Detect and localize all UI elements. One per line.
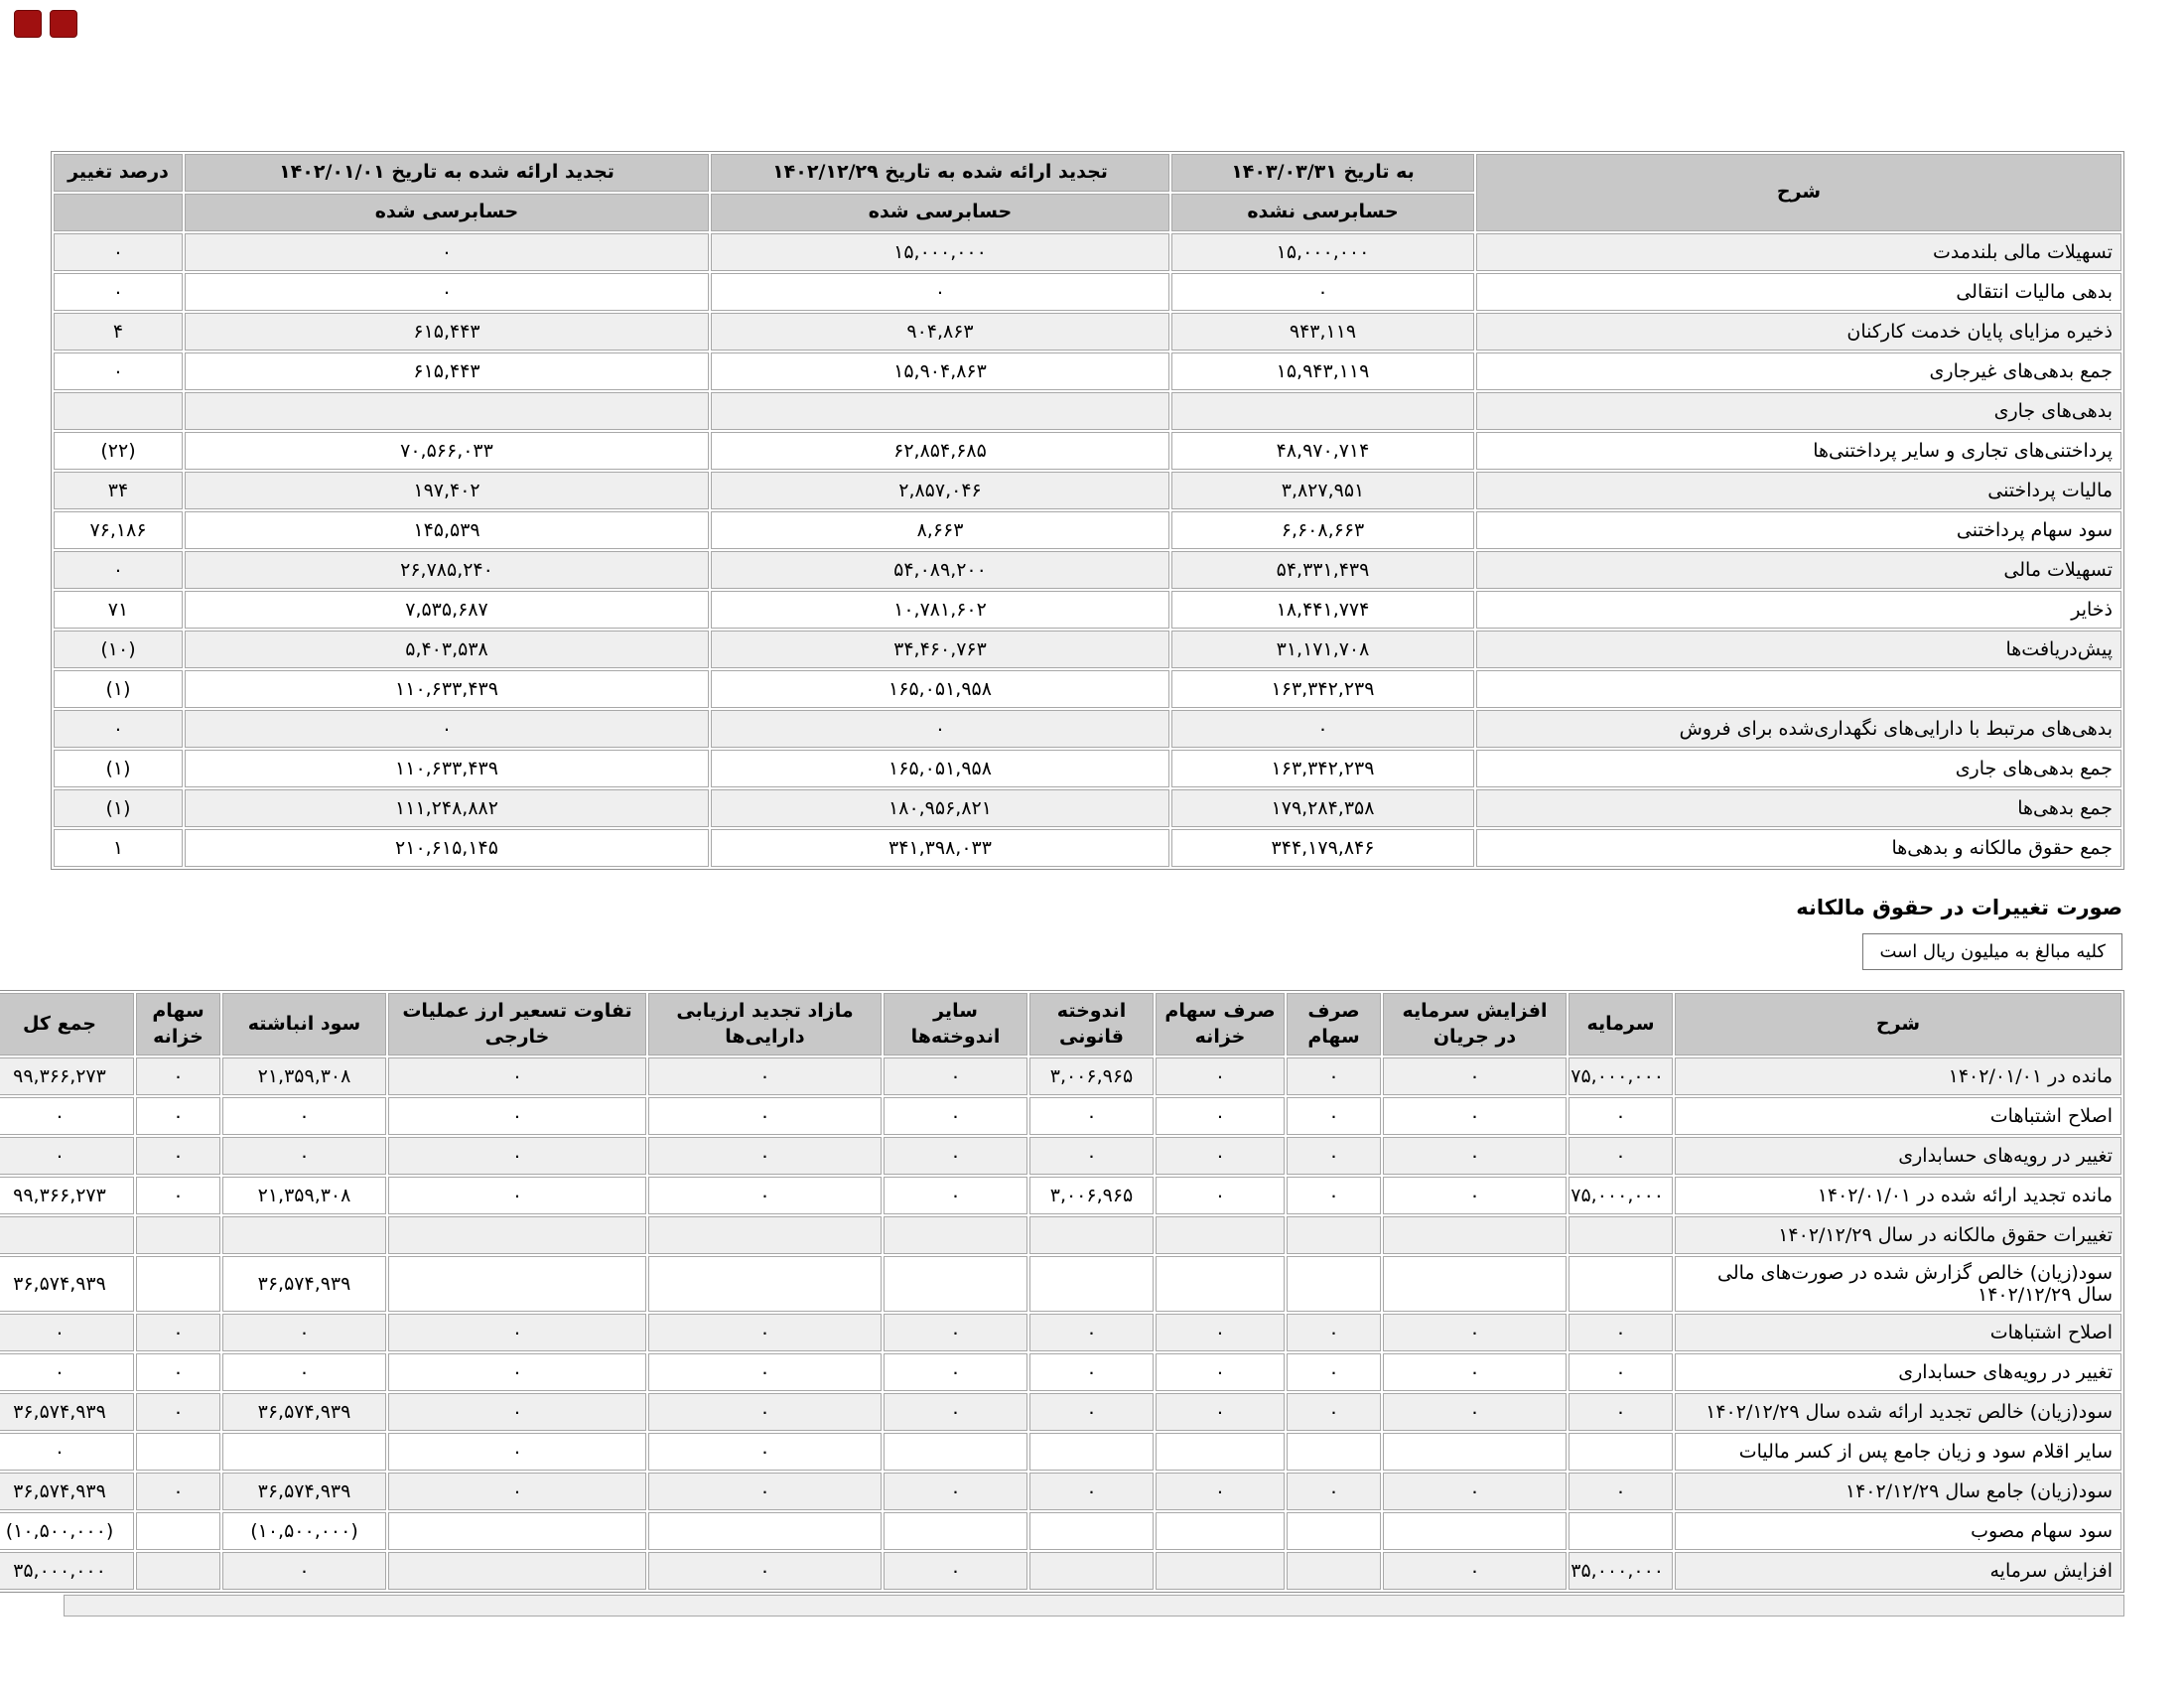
value-total: ۰	[0, 1433, 134, 1471]
equity-row-11	[0, 1473, 2121, 1510]
value-restated-open: ۵,۴۰۳,۵۳۸	[185, 631, 709, 668]
value-treasury-shares: ۰	[136, 1393, 220, 1431]
equity-row-7	[0, 1314, 2121, 1351]
row-label: سود(زیان) خالص گزارش شده در صورت‌های مالی سال ۱۴۰۲/۱۲/۲۹	[1675, 1256, 2121, 1312]
value-percent-change: ۷۶,۱۸۶	[54, 511, 183, 549]
row-label: سود(زیان) خالص تجدید ارائه شده سال ۱۴۰۲/۱۲/۲۹	[1675, 1393, 2121, 1431]
value-restated-open	[185, 392, 709, 430]
partial-row-fragment	[64, 1595, 2124, 1617]
value-percent-change: (۱)	[54, 670, 183, 708]
value-share-premium: ۰	[1287, 1097, 1381, 1135]
value-current: ۱۸,۴۴۱,۷۷۴	[1171, 591, 1474, 629]
value-share-premium: ۰	[1287, 1353, 1381, 1391]
value-percent-change: (۲۲)	[54, 432, 183, 470]
value-total: ۳۶,۵۷۴,۹۳۹	[0, 1256, 134, 1312]
row-label: سود(زیان) جامع سال ۱۴۰۲/۱۲/۲۹	[1675, 1473, 2121, 1510]
value-other-reserves	[884, 1433, 1027, 1471]
value-restated-open: ۲۶,۷۸۵,۲۴۰	[185, 551, 709, 589]
value-total: ۳۶,۵۷۴,۹۳۹	[0, 1393, 134, 1431]
value-retained-earnings: ۳۶,۵۷۴,۹۳۹	[222, 1256, 386, 1312]
value-total: ۰	[0, 1137, 134, 1175]
value-percent-change: ۰	[54, 710, 183, 748]
equity-row-8	[0, 1353, 2121, 1391]
equity-row-12	[0, 1512, 2121, 1550]
value-total: ۰	[0, 1353, 134, 1391]
column-subheader-audited-2: حسابرسی شده	[185, 194, 709, 231]
value-total: ۹۹,۳۶۶,۲۷۳	[0, 1177, 134, 1214]
liabilities-row-10	[54, 591, 2121, 629]
value-capital: ۰	[1569, 1473, 1673, 1510]
column-subheader-audited-1: حسابرسی شده	[711, 194, 1169, 231]
value-total	[0, 1216, 134, 1254]
value-percent-change: ۰	[54, 352, 183, 390]
column-header-capital: سرمایه	[1569, 993, 1673, 1055]
value-capital: ۰	[1569, 1314, 1673, 1351]
value-legal-reserve: ۰	[1029, 1473, 1154, 1510]
value-restated-open: ۰	[185, 710, 709, 748]
value-restated-yearend: ۳۴,۴۶۰,۷۶۳	[711, 631, 1169, 668]
value-retained-earnings: ۰	[222, 1137, 386, 1175]
value-current: ۱۶۳,۳۴۲,۲۳۹	[1171, 750, 1474, 787]
value-restated-open: ۶۱۵,۴۴۳	[185, 352, 709, 390]
column-header-total: جمع کل	[0, 993, 134, 1055]
column-header-capital-increase-in-progress: افزایش سرمایه در جریان	[1383, 993, 1567, 1055]
equity-changes-table	[0, 990, 2124, 1593]
column-header-percent-change: درصد تغییر	[54, 154, 183, 192]
value-retained-earnings: ۳۶,۵۷۴,۹۳۹	[222, 1393, 386, 1431]
value-percent-change: (۱۰)	[54, 631, 183, 668]
value-percent-change: ۳۴	[54, 472, 183, 509]
value-legal-reserve	[1029, 1433, 1154, 1471]
value-percent-change: ۴	[54, 313, 183, 351]
liabilities-row-7	[54, 472, 2121, 509]
value-legal-reserve: ۰	[1029, 1137, 1154, 1175]
value-current: ۳,۸۲۷,۹۵۱	[1171, 472, 1474, 509]
value-fx-translation-diff	[388, 1552, 646, 1590]
value-percent-change: ۱	[54, 829, 183, 867]
value-percent-change: (۱)	[54, 789, 183, 827]
value-restated-open: ۱۱۱,۲۴۸,۸۸۲	[185, 789, 709, 827]
value-restated-yearend: ۳۴۱,۳۹۸,۰۳۳	[711, 829, 1169, 867]
value-retained-earnings	[222, 1433, 386, 1471]
value-fx-translation-diff	[388, 1216, 646, 1254]
value-capital-increase-in-progress: ۰	[1383, 1393, 1567, 1431]
value-treasury-shares: ۰	[136, 1097, 220, 1135]
column-header-revaluation-surplus: مازاد تجدید ارزیابی دارایی‌ها	[648, 993, 882, 1055]
value-fx-translation-diff	[388, 1256, 646, 1312]
value-current: ۱۵,۰۰۰,۰۰۰	[1171, 233, 1474, 271]
value-treasury-share-premium	[1156, 1552, 1285, 1590]
value-capital-increase-in-progress: ۰	[1383, 1137, 1567, 1175]
value-percent-change: ۷۱	[54, 591, 183, 629]
value-retained-earnings: ۳۶,۵۷۴,۹۳۹	[222, 1473, 386, 1510]
value-treasury-shares: ۰	[136, 1177, 220, 1214]
value-current	[1171, 392, 1474, 430]
value-percent-change	[54, 392, 183, 430]
value-share-premium	[1287, 1433, 1381, 1471]
row-label: تسهیلات مالی بلندمدت	[1476, 233, 2121, 271]
equity-row-6	[0, 1256, 2121, 1312]
value-capital-increase-in-progress	[1383, 1433, 1567, 1471]
value-revaluation-surplus: ۰	[648, 1177, 882, 1214]
value-current: ۶,۶۰۸,۶۶۳	[1171, 511, 1474, 549]
value-fx-translation-diff: ۰	[388, 1433, 646, 1471]
value-treasury-shares: ۰	[136, 1353, 220, 1391]
value-share-premium: ۰	[1287, 1314, 1381, 1351]
value-other-reserves: ۰	[884, 1552, 1027, 1590]
value-percent-change: (۱)	[54, 750, 183, 787]
row-label: جمع بدهی‌های غیرجاری	[1476, 352, 2121, 390]
value-revaluation-surplus: ۰	[648, 1353, 882, 1391]
value-treasury-share-premium: ۰	[1156, 1137, 1285, 1175]
column-header-legal-reserve: اندوخته قانونی	[1029, 993, 1154, 1055]
value-other-reserves: ۰	[884, 1057, 1027, 1095]
row-label: ذخیره مزایای پایان خدمت کارکنان	[1476, 313, 2121, 351]
column-header-restated-open-date: تجدید ارائه شده به تاریخ ۱۴۰۲/۰۱/۰۱	[185, 154, 709, 192]
equity-row-2	[0, 1097, 2121, 1135]
value-share-premium: ۰	[1287, 1177, 1381, 1214]
row-label: مانده در ۱۴۰۲/۰۱/۰۱	[1675, 1057, 2121, 1095]
liabilities-row-5	[54, 392, 2121, 430]
value-restated-yearend: ۱۶۵,۰۵۱,۹۵۸	[711, 750, 1169, 787]
value-restated-open: ۷۰,۵۶۶,۰۳۳	[185, 432, 709, 470]
value-fx-translation-diff: ۰	[388, 1137, 646, 1175]
row-label: تغییر در رویه‌های حسابداری	[1675, 1353, 2121, 1391]
value-fx-translation-diff: ۰	[388, 1473, 646, 1510]
value-capital-increase-in-progress: ۰	[1383, 1353, 1567, 1391]
value-percent-change: ۰	[54, 233, 183, 271]
value-treasury-shares: ۰	[136, 1057, 220, 1095]
value-other-reserves	[884, 1216, 1027, 1254]
row-label	[1476, 670, 2121, 708]
value-capital-increase-in-progress: ۰	[1383, 1314, 1567, 1351]
liabilities-row-8	[54, 511, 2121, 549]
page-content	[5, 151, 2124, 1617]
value-restated-yearend: ۸,۶۶۳	[711, 511, 1169, 549]
value-legal-reserve	[1029, 1512, 1154, 1550]
value-share-premium: ۰	[1287, 1057, 1381, 1095]
value-capital-increase-in-progress: ۰	[1383, 1057, 1567, 1095]
value-current: ۱۵,۹۴۳,۱۱۹	[1171, 352, 1474, 390]
liabilities-row-11	[54, 631, 2121, 668]
value-retained-earnings: ۲۱,۳۵۹,۳۰۸	[222, 1177, 386, 1214]
value-legal-reserve: ۰	[1029, 1314, 1154, 1351]
column-header-description: شرح	[1476, 154, 2121, 231]
row-label: جمع حقوق مالکانه و بدهی‌ها	[1476, 829, 2121, 867]
value-treasury-shares: ۰	[136, 1473, 220, 1510]
equity-row-13	[0, 1552, 2121, 1590]
value-capital	[1569, 1216, 1673, 1254]
value-treasury-share-premium: ۰	[1156, 1393, 1285, 1431]
value-current: ۴۸,۹۷۰,۷۱۴	[1171, 432, 1474, 470]
value-share-premium: ۰	[1287, 1393, 1381, 1431]
value-treasury-shares	[136, 1216, 220, 1254]
value-other-reserves: ۰	[884, 1314, 1027, 1351]
value-treasury-share-premium	[1156, 1256, 1285, 1312]
value-capital-increase-in-progress	[1383, 1512, 1567, 1550]
row-label: تغییر در رویه‌های حسابداری	[1675, 1137, 2121, 1175]
value-treasury-shares: ۰	[136, 1314, 220, 1351]
liabilities-row-13	[54, 710, 2121, 748]
value-share-premium	[1287, 1256, 1381, 1312]
value-fx-translation-diff: ۰	[388, 1393, 646, 1431]
value-legal-reserve	[1029, 1216, 1154, 1254]
liabilities-row-16	[54, 829, 2121, 867]
value-current: ۳۱,۱۷۱,۷۰۸	[1171, 631, 1474, 668]
value-total: ۳۶,۵۷۴,۹۳۹	[0, 1473, 134, 1510]
value-other-reserves	[884, 1256, 1027, 1312]
value-other-reserves: ۰	[884, 1177, 1027, 1214]
value-capital: ۰	[1569, 1097, 1673, 1135]
value-fx-translation-diff: ۰	[388, 1353, 646, 1391]
liabilities-row-15	[54, 789, 2121, 827]
liabilities-table	[51, 151, 2124, 870]
value-legal-reserve	[1029, 1552, 1154, 1590]
value-revaluation-surplus	[648, 1512, 882, 1550]
value-total: ۰	[0, 1314, 134, 1351]
value-treasury-share-premium: ۰	[1156, 1314, 1285, 1351]
value-capital-increase-in-progress: ۰	[1383, 1177, 1567, 1214]
liabilities-row-12	[54, 670, 2121, 708]
value-capital	[1569, 1512, 1673, 1550]
row-label: جمع بدهی‌ها	[1476, 789, 2121, 827]
row-label: تغییرات حقوق مالکانه در سال ۱۴۰۲/۱۲/۲۹	[1675, 1216, 2121, 1254]
value-total: ۹۹,۳۶۶,۲۷۳	[0, 1057, 134, 1095]
value-restated-yearend: ۰	[711, 710, 1169, 748]
value-restated-open: ۱۹۷,۴۰۲	[185, 472, 709, 509]
liabilities-row-4	[54, 352, 2121, 390]
value-capital: ۳۵,۰۰۰,۰۰۰	[1569, 1552, 1673, 1590]
value-capital-increase-in-progress	[1383, 1216, 1567, 1254]
value-restated-yearend: ۵۴,۰۸۹,۲۰۰	[711, 551, 1169, 589]
value-retained-earnings	[222, 1216, 386, 1254]
equity-row-10	[0, 1433, 2121, 1471]
value-current: ۰	[1171, 273, 1474, 311]
value-share-premium: ۰	[1287, 1473, 1381, 1510]
value-treasury-share-premium	[1156, 1512, 1285, 1550]
value-revaluation-surplus: ۰	[648, 1393, 882, 1431]
column-header-description: شرح	[1675, 993, 2121, 1055]
value-percent-change: ۰	[54, 551, 183, 589]
value-legal-reserve: ۰	[1029, 1353, 1154, 1391]
value-fx-translation-diff: ۰	[388, 1314, 646, 1351]
value-treasury-share-premium: ۰	[1156, 1177, 1285, 1214]
value-retained-earnings: ۲۱,۳۵۹,۳۰۸	[222, 1057, 386, 1095]
value-share-premium	[1287, 1512, 1381, 1550]
value-revaluation-surplus: ۰	[648, 1137, 882, 1175]
row-label: مانده تجدید ارائه شده در ۱۴۰۲/۰۱/۰۱	[1675, 1177, 2121, 1214]
value-other-reserves: ۰	[884, 1353, 1027, 1391]
value-total: ۰	[0, 1097, 134, 1135]
liabilities-row-6	[54, 432, 2121, 470]
value-treasury-shares	[136, 1433, 220, 1471]
value-treasury-shares: ۰	[136, 1137, 220, 1175]
equity-row-4	[0, 1177, 2121, 1214]
liabilities-row-9	[54, 551, 2121, 589]
column-subheader-unaudited: حسابرسی نشده	[1171, 194, 1474, 231]
value-restated-yearend: ۶۲,۸۵۴,۶۸۵	[711, 432, 1169, 470]
value-restated-yearend: ۲,۸۵۷,۰۴۶	[711, 472, 1169, 509]
value-capital-increase-in-progress	[1383, 1256, 1567, 1312]
row-label: پرداختنی‌های تجاری و سایر پرداختنی‌ها	[1476, 432, 2121, 470]
value-other-reserves	[884, 1512, 1027, 1550]
value-treasury-share-premium: ۰	[1156, 1057, 1285, 1095]
value-restated-yearend: ۱۸۰,۹۵۶,۸۲۱	[711, 789, 1169, 827]
value-percent-change: ۰	[54, 273, 183, 311]
equity-row-3	[0, 1137, 2121, 1175]
column-header-treasury-share-premium: صرف سهام خزانه	[1156, 993, 1285, 1055]
value-revaluation-surplus	[648, 1216, 882, 1254]
value-restated-yearend: ۱۶۵,۰۵۱,۹۵۸	[711, 670, 1169, 708]
value-legal-reserve: ۰	[1029, 1393, 1154, 1431]
column-subheader-percent-empty	[54, 194, 183, 231]
section-title-equity-changes: صورت تغییرات در حقوق مالکانه	[1796, 896, 2122, 919]
row-label: مالیات پرداختنی	[1476, 472, 2121, 509]
liabilities-row-2	[54, 273, 2121, 311]
value-fx-translation-diff: ۰	[388, 1097, 646, 1135]
value-legal-reserve: ۰	[1029, 1097, 1154, 1135]
value-capital: ۷۵,۰۰۰,۰۰۰	[1569, 1177, 1673, 1214]
value-retained-earnings: ۰	[222, 1314, 386, 1351]
row-label: افزایش سرمایه	[1675, 1552, 2121, 1590]
value-retained-earnings: (۱۰,۵۰۰,۰۰۰)	[222, 1512, 386, 1550]
row-label: پیش‌دریافت‌ها	[1476, 631, 2121, 668]
unit-note-box: کلیه مبالغ به میلیون ریال است	[1862, 933, 2122, 970]
value-legal-reserve: ۳,۰۰۶,۹۶۵	[1029, 1057, 1154, 1095]
row-label: سایر اقلام سود و زیان جامع پس از کسر مالیات	[1675, 1433, 2121, 1471]
column-header-treasury-shares: سهام خزانه	[136, 993, 220, 1055]
liabilities-row-14	[54, 750, 2121, 787]
value-revaluation-surplus: ۰	[648, 1314, 882, 1351]
red-square-icon-2[interactable]	[14, 10, 42, 38]
value-current: ۱۶۳,۳۴۲,۲۳۹	[1171, 670, 1474, 708]
value-capital: ۰	[1569, 1353, 1673, 1391]
row-label: بدهی مالیات انتقالی	[1476, 273, 2121, 311]
value-share-premium	[1287, 1552, 1381, 1590]
value-revaluation-surplus: ۰	[648, 1552, 882, 1590]
value-restated-yearend: ۹۰۴,۸۶۳	[711, 313, 1169, 351]
value-revaluation-surplus: ۰	[648, 1473, 882, 1510]
value-current: ۰	[1171, 710, 1474, 748]
value-capital-increase-in-progress: ۰	[1383, 1097, 1567, 1135]
value-treasury-share-premium: ۰	[1156, 1353, 1285, 1391]
column-header-retained-earnings: سود انباشته	[222, 993, 386, 1055]
value-retained-earnings: ۰	[222, 1097, 386, 1135]
liabilities-header-row-dates	[54, 154, 2121, 192]
equity-row-5	[0, 1216, 2121, 1254]
value-capital-increase-in-progress: ۰	[1383, 1552, 1567, 1590]
value-restated-open: ۶۱۵,۴۴۳	[185, 313, 709, 351]
value-revaluation-surplus: ۰	[648, 1433, 882, 1471]
value-treasury-shares	[136, 1256, 220, 1312]
value-total: (۱۰,۵۰۰,۰۰۰)	[0, 1512, 134, 1550]
value-capital	[1569, 1256, 1673, 1312]
value-restated-open: ۱۱۰,۶۳۳,۴۳۹	[185, 670, 709, 708]
value-capital: ۰	[1569, 1393, 1673, 1431]
value-current: ۵۴,۳۳۱,۴۳۹	[1171, 551, 1474, 589]
value-treasury-shares	[136, 1512, 220, 1550]
liabilities-row-3	[54, 313, 2121, 351]
value-treasury-share-premium	[1156, 1433, 1285, 1471]
value-restated-yearend: ۱۵,۰۰۰,۰۰۰	[711, 233, 1169, 271]
value-restated-yearend: ۱۵,۹۰۴,۸۶۳	[711, 352, 1169, 390]
value-current: ۹۴۳,۱۱۹	[1171, 313, 1474, 351]
value-other-reserves: ۰	[884, 1137, 1027, 1175]
value-restated-open: ۱۴۵,۵۳۹	[185, 511, 709, 549]
row-label: ذخایر	[1476, 591, 2121, 629]
value-restated-yearend: ۰	[711, 273, 1169, 311]
row-label: اصلاح اشتباهات	[1675, 1097, 2121, 1135]
equity-row-1	[0, 1057, 2121, 1095]
value-capital: ۷۵,۰۰۰,۰۰۰	[1569, 1057, 1673, 1095]
value-capital: ۰	[1569, 1137, 1673, 1175]
column-header-other-reserves: سایر اندوخته‌ها	[884, 993, 1027, 1055]
value-restated-open: ۰	[185, 273, 709, 311]
liabilities-row-1	[54, 233, 2121, 271]
value-treasury-share-premium	[1156, 1216, 1285, 1254]
value-revaluation-surplus	[648, 1256, 882, 1312]
value-share-premium: ۰	[1287, 1137, 1381, 1175]
value-share-premium	[1287, 1216, 1381, 1254]
value-restated-yearend	[711, 392, 1169, 430]
row-label: سود سهام مصوب	[1675, 1512, 2121, 1550]
equity-row-9	[0, 1393, 2121, 1431]
column-header-share-premium: صرف سهام	[1287, 993, 1381, 1055]
red-square-icon-1[interactable]	[50, 10, 77, 38]
value-current: ۳۴۴,۱۷۹,۸۴۶	[1171, 829, 1474, 867]
toolbar	[14, 10, 77, 38]
value-treasury-share-premium: ۰	[1156, 1473, 1285, 1510]
row-label: بدهی‌های جاری	[1476, 392, 2121, 430]
value-treasury-shares	[136, 1552, 220, 1590]
column-header-restated-yearend-date: تجدید ارائه شده به تاریخ ۱۴۰۲/۱۲/۲۹	[711, 154, 1169, 192]
value-other-reserves: ۰	[884, 1473, 1027, 1510]
column-header-current-date: به تاریخ ۱۴۰۳/۰۳/۳۱	[1171, 154, 1474, 192]
equity-header-row	[0, 993, 2121, 1055]
value-legal-reserve	[1029, 1256, 1154, 1312]
row-label: تسهیلات مالی	[1476, 551, 2121, 589]
value-total: ۳۵,۰۰۰,۰۰۰	[0, 1552, 134, 1590]
unit-note-wrap	[60, 933, 2122, 970]
value-current: ۱۷۹,۲۸۴,۳۵۸	[1171, 789, 1474, 827]
value-restated-open: ۱۱۰,۶۳۳,۴۳۹	[185, 750, 709, 787]
row-label: اصلاح اشتباهات	[1675, 1314, 2121, 1351]
value-restated-yearend: ۱۰,۷۸۱,۶۰۲	[711, 591, 1169, 629]
value-fx-translation-diff: ۰	[388, 1177, 646, 1214]
value-other-reserves: ۰	[884, 1097, 1027, 1135]
value-capital	[1569, 1433, 1673, 1471]
value-fx-translation-diff	[388, 1512, 646, 1550]
value-treasury-share-premium: ۰	[1156, 1097, 1285, 1135]
value-restated-open: ۷,۵۳۵,۶۸۷	[185, 591, 709, 629]
row-label: بدهی‌های مرتبط با دارایی‌های نگهداری‌شده برای فروش	[1476, 710, 2121, 748]
value-revaluation-surplus: ۰	[648, 1057, 882, 1095]
value-capital-increase-in-progress: ۰	[1383, 1473, 1567, 1510]
row-label: جمع بدهی‌های جاری	[1476, 750, 2121, 787]
value-restated-open: ۲۱۰,۶۱۵,۱۴۵	[185, 829, 709, 867]
value-restated-open: ۰	[185, 233, 709, 271]
row-label: سود سهام پرداختنی	[1476, 511, 2121, 549]
value-retained-earnings: ۰	[222, 1353, 386, 1391]
value-other-reserves: ۰	[884, 1393, 1027, 1431]
value-revaluation-surplus: ۰	[648, 1097, 882, 1135]
value-retained-earnings: ۰	[222, 1552, 386, 1590]
value-legal-reserve: ۳,۰۰۶,۹۶۵	[1029, 1177, 1154, 1214]
column-header-fx-translation-diff: تفاوت تسعیر ارز عملیات خارجی	[388, 993, 646, 1055]
value-fx-translation-diff: ۰	[388, 1057, 646, 1095]
